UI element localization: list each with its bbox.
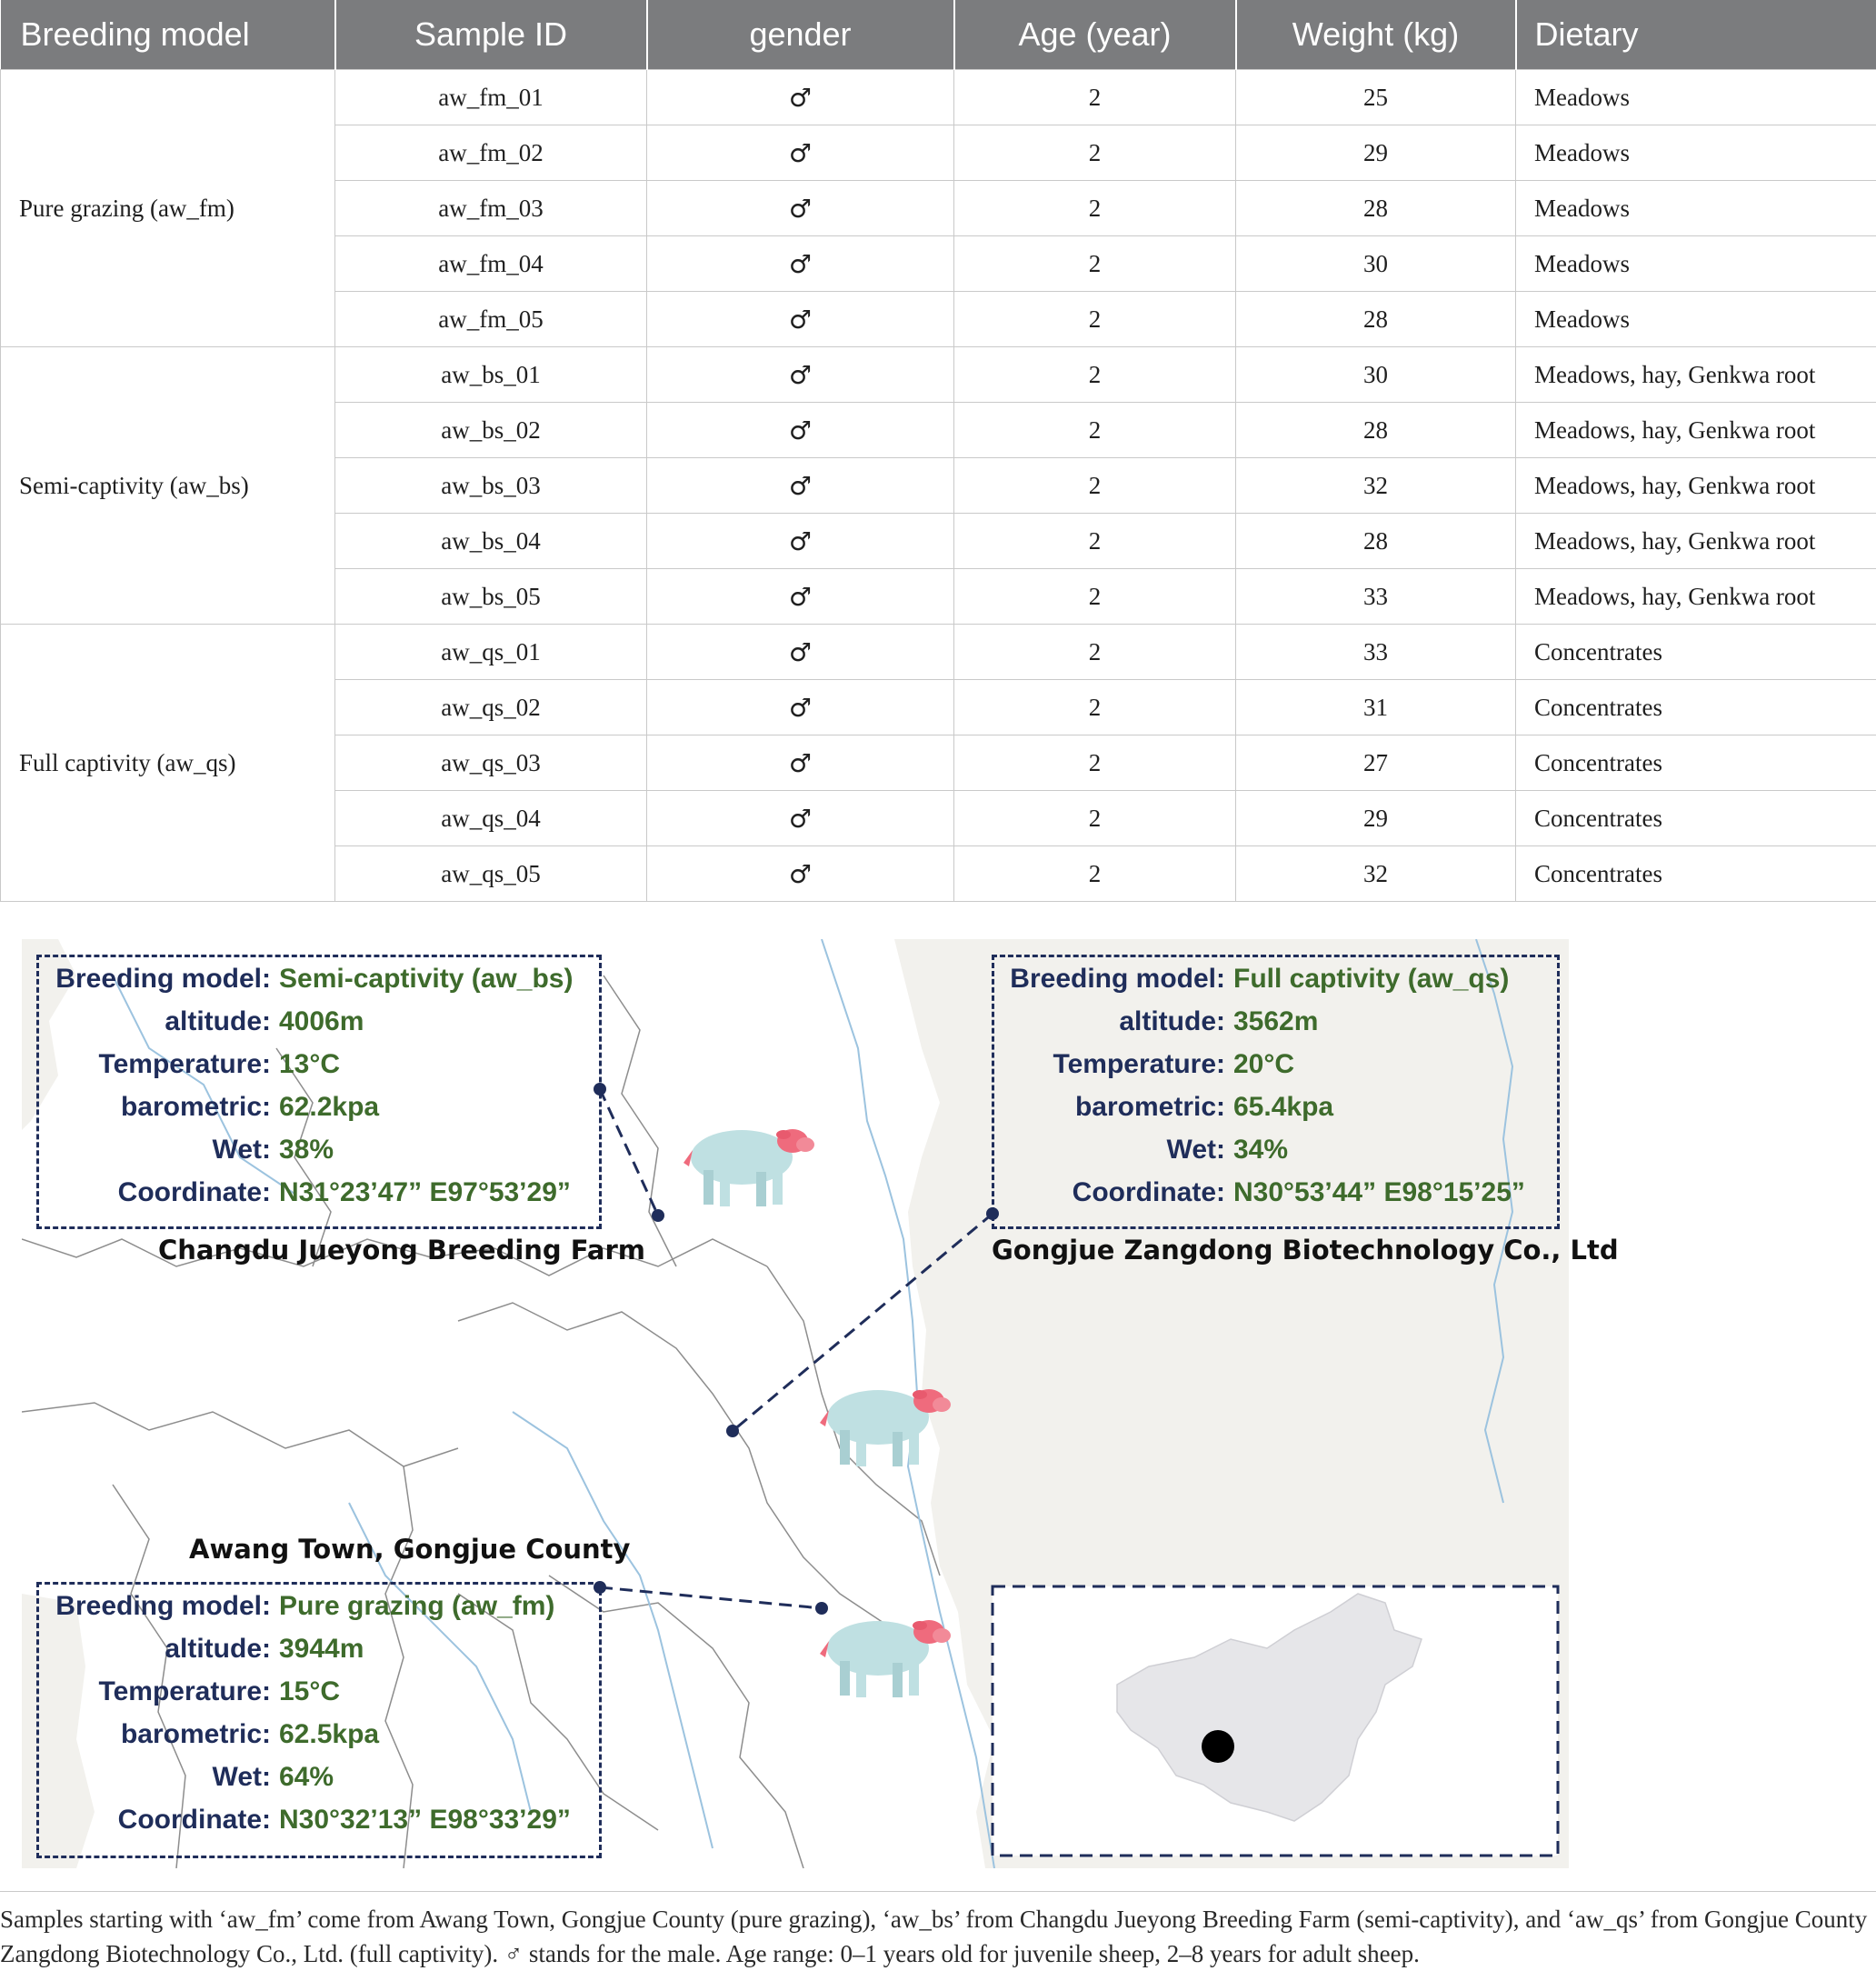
sample-id-cell: aw_fm_01 — [335, 70, 647, 125]
gender-cell: ♂ — [647, 347, 954, 403]
figure-caption — [0, 1902, 1876, 1971]
key-wet: Wet: — [1166, 1135, 1225, 1165]
dietary-cell: Meadows — [1516, 181, 1876, 236]
weight-cell: 33 — [1236, 569, 1516, 625]
sample-id-cell: aw_bs_02 — [335, 403, 647, 458]
age-cell: 2 — [954, 625, 1236, 680]
age-cell: 2 — [954, 347, 1236, 403]
sample-table — [0, 0, 1876, 902]
key-barometric: barometric: — [120, 1719, 271, 1749]
sample-id-cell: aw_fm_04 — [335, 236, 647, 292]
table-header-row — [1, 0, 1876, 70]
value-barometric: 62.2kpa — [279, 1092, 380, 1122]
map-figure — [0, 915, 1876, 1892]
value-temperature: 13°C — [279, 1049, 341, 1079]
value-temperature: 15°C — [279, 1676, 341, 1706]
dietary-cell: Concentrates — [1516, 791, 1876, 846]
weight-cell: 33 — [1236, 625, 1516, 680]
weight-cell: 30 — [1236, 236, 1516, 292]
value-breeding-model: Full captivity (aw_qs) — [1233, 964, 1510, 994]
caption-line-1: Samples starting with ‘aw_fm’ come from Awang Town, Gongjue County (pure grazing), ‘aw_bs’ from Changdu Jueyong Breeding Farm (semi-captivity), and ‘aw_qs’ from Gongjue County — [0, 1906, 1868, 1933]
dietary-cell: Meadows, hay, Genkwa root — [1516, 569, 1876, 625]
weight-cell: 32 — [1236, 846, 1516, 902]
header-sample-id: Sample ID — [335, 0, 647, 70]
sample-id-cell: aw_qs_05 — [335, 846, 647, 902]
weight-cell: 29 — [1236, 125, 1516, 181]
sample-id-cell: aw_qs_01 — [335, 625, 647, 680]
sample-id-cell: aw_bs_05 — [335, 569, 647, 625]
key-temperature: Temperature: — [1053, 1049, 1225, 1079]
header-weight: Weight (kg) — [1236, 0, 1516, 70]
age-cell: 2 — [954, 292, 1236, 347]
age-cell: 2 — [954, 236, 1236, 292]
key-breeding-model: Breeding model: — [55, 964, 271, 994]
dietary-cell: Meadows, hay, Genkwa root — [1516, 347, 1876, 403]
value-wet: 64% — [279, 1762, 334, 1792]
info-box-full-captivity — [992, 955, 1560, 1229]
dietary-cell: Meadows, hay, Genkwa root — [1516, 514, 1876, 569]
value-wet: 34% — [1233, 1135, 1289, 1165]
gender-cell: ♂ — [647, 514, 954, 569]
dietary-cell: Concentrates — [1516, 846, 1876, 902]
gender-cell: ♂ — [647, 680, 954, 735]
gender-cell: ♂ — [647, 735, 954, 791]
key-barometric: barometric: — [120, 1092, 271, 1122]
gender-cell: ♂ — [647, 458, 954, 514]
age-cell: 2 — [954, 181, 1236, 236]
key-breeding-model: Breeding model: — [55, 1591, 271, 1621]
key-coordinate: Coordinate: — [117, 1177, 271, 1207]
key-temperature: Temperature: — [98, 1049, 271, 1079]
weight-cell: 25 — [1236, 70, 1516, 125]
group-label-full-captivity: Full captivity (aw_qs) — [1, 625, 335, 902]
gender-cell: ♂ — [647, 791, 954, 846]
gender-cell: ♂ — [647, 181, 954, 236]
value-coordinate: N31°23’47” E97°53’29” — [279, 1177, 571, 1207]
age-cell: 2 — [954, 846, 1236, 902]
age-cell: 2 — [954, 403, 1236, 458]
header-age: Age (year) — [954, 0, 1236, 70]
dietary-cell: Meadows, hay, Genkwa root — [1516, 403, 1876, 458]
header-breeding-model: Breeding model — [1, 0, 335, 70]
sample-id-cell: aw_bs_01 — [335, 347, 647, 403]
weight-cell: 28 — [1236, 292, 1516, 347]
weight-cell: 28 — [1236, 181, 1516, 236]
key-breeding-model: Breeding model: — [1010, 964, 1225, 994]
dietary-cell: Meadows — [1516, 70, 1876, 125]
group-label-semi-captivity: Semi-captivity (aw_bs) — [1, 347, 335, 625]
caption-line-2: Zangdong Biotechnology Co., Ltd. (full captivity). ♂ stands for the male. Age range: 0–1 years old for juvenile sheep, 2–8 years for adult sheep. — [0, 1940, 1420, 1967]
age-cell: 2 — [954, 791, 1236, 846]
weight-cell: 32 — [1236, 458, 1516, 514]
weight-cell: 29 — [1236, 791, 1516, 846]
gender-cell: ♂ — [647, 846, 954, 902]
key-wet: Wet: — [212, 1762, 271, 1792]
age-cell: 2 — [954, 125, 1236, 181]
sample-id-cell: aw_qs_02 — [335, 680, 647, 735]
sample-id-cell: aw_fm_02 — [335, 125, 647, 181]
gender-cell: ♂ — [647, 70, 954, 125]
info-box-semi-captivity — [36, 955, 602, 1229]
header-dietary: Dietary — [1516, 0, 1876, 70]
site-label-awang-town: Awang Town, Gongjue County — [189, 1534, 631, 1565]
weight-cell: 31 — [1236, 680, 1516, 735]
key-coordinate: Coordinate: — [1072, 1177, 1225, 1207]
dietary-cell: Meadows — [1516, 125, 1876, 181]
gender-cell: ♂ — [647, 403, 954, 458]
group-label-pure-grazing: Pure grazing (aw_fm) — [1, 70, 335, 347]
sample-id-cell: aw_bs_04 — [335, 514, 647, 569]
value-altitude: 3562m — [1233, 1006, 1319, 1036]
age-cell: 2 — [954, 735, 1236, 791]
key-temperature: Temperature: — [98, 1676, 271, 1706]
sample-id-cell: aw_fm_03 — [335, 181, 647, 236]
key-barometric: barometric: — [1074, 1092, 1225, 1122]
weight-cell: 28 — [1236, 403, 1516, 458]
sample-id-cell: aw_qs_04 — [335, 791, 647, 846]
key-wet: Wet: — [212, 1135, 271, 1165]
value-barometric: 62.5kpa — [279, 1719, 380, 1749]
value-breeding-model: Pure grazing (aw_fm) — [279, 1591, 555, 1621]
info-box-pure-grazing — [36, 1582, 602, 1858]
dietary-cell: Meadows — [1516, 236, 1876, 292]
table-row — [1, 347, 1876, 403]
sample-id-cell: aw_fm_05 — [335, 292, 647, 347]
table-row — [1, 625, 1876, 680]
age-cell: 2 — [954, 70, 1236, 125]
gender-cell: ♂ — [647, 236, 954, 292]
value-breeding-model: Semi-captivity (aw_bs) — [279, 964, 574, 994]
gender-cell: ♂ — [647, 569, 954, 625]
weight-cell: 30 — [1236, 347, 1516, 403]
weight-cell: 28 — [1236, 514, 1516, 569]
gender-cell: ♂ — [647, 125, 954, 181]
gender-cell: ♂ — [647, 625, 954, 680]
age-cell: 2 — [954, 514, 1236, 569]
value-temperature: 20°C — [1233, 1049, 1295, 1079]
sample-id-cell: aw_qs_03 — [335, 735, 647, 791]
site-label-gongjue-zangdong: Gongjue Zangdong Biotechnology Co., Ltd — [992, 1235, 1619, 1266]
value-altitude: 3944m — [279, 1634, 364, 1664]
age-cell: 2 — [954, 680, 1236, 735]
header-gender: gender — [647, 0, 954, 70]
key-coordinate: Coordinate: — [117, 1805, 271, 1835]
sample-id-cell: aw_bs_03 — [335, 458, 647, 514]
dietary-cell: Meadows — [1516, 292, 1876, 347]
key-altitude: altitude: — [165, 1006, 271, 1036]
key-altitude: altitude: — [165, 1634, 271, 1664]
dietary-cell: Concentrates — [1516, 680, 1876, 735]
site-label-changdu: Changdu Jueyong Breeding Farm — [158, 1235, 645, 1266]
gender-cell: ♂ — [647, 292, 954, 347]
table-row — [1, 70, 1876, 125]
key-altitude: altitude: — [1119, 1006, 1225, 1036]
value-coordinate: N30°32’13” E98°33’29” — [279, 1805, 571, 1835]
dietary-cell: Meadows, hay, Genkwa root — [1516, 458, 1876, 514]
weight-cell: 27 — [1236, 735, 1516, 791]
age-cell: 2 — [954, 458, 1236, 514]
value-barometric: 65.4kpa — [1233, 1092, 1334, 1122]
dietary-cell: Concentrates — [1516, 625, 1876, 680]
dietary-cell: Concentrates — [1516, 735, 1876, 791]
value-altitude: 4006m — [279, 1006, 364, 1036]
value-wet: 38% — [279, 1135, 334, 1165]
value-coordinate: N30°53’44” E98°15’25” — [1233, 1177, 1525, 1207]
age-cell: 2 — [954, 569, 1236, 625]
